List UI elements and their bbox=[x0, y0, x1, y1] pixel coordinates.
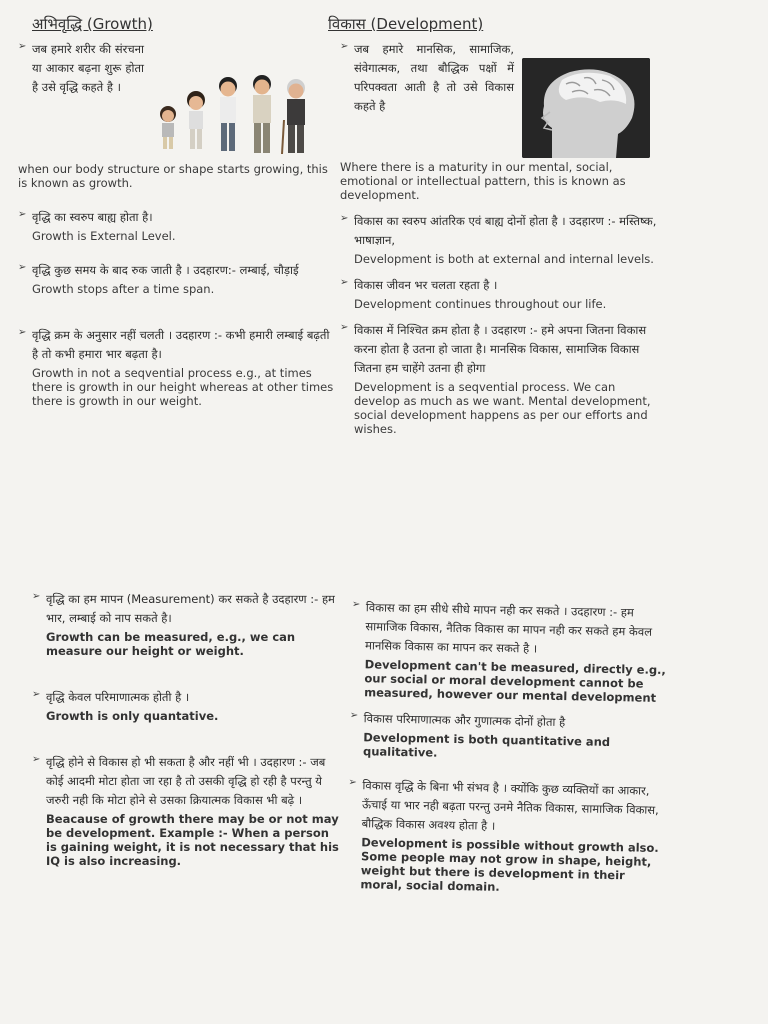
development-point-english: Development is both quantitative and qualitative. bbox=[362, 730, 611, 760]
arrow-bullet-icon: ➢ bbox=[18, 209, 27, 220]
development-point-7 bbox=[346, 776, 664, 897]
development-point-hindi: विकास का हम सीधे सीधे मापन नही कर सकते । उदहारण :- हम सामाजिक विकास, नैतिक विकास का मापन नही कर सकते हम केवल मानसिक विकास का मापन कर सकते है । bbox=[364, 600, 653, 656]
development-point-5 bbox=[350, 598, 668, 705]
arrow-bullet-icon: ➢ bbox=[340, 277, 349, 288]
growth-point-hindi: वृद्धि क्रम के अनुसार नहीं चलती । उदहारण :- कभी हमारी लम्बाई बढ़ती है तो कभी हमारा भार बढ़ता है। bbox=[32, 328, 330, 361]
development-column bbox=[328, 14, 662, 436]
brain-illustration bbox=[522, 58, 650, 158]
arrow-bullet-icon: ➢ bbox=[32, 689, 41, 700]
development-bottom-section bbox=[346, 598, 668, 897]
arrow-bullet-icon: ➢ bbox=[340, 213, 349, 224]
development-point-2 bbox=[340, 212, 662, 266]
development-point-hindi: विकास में निश्चित क्रम होता है । उदहारण :- हमे अपना जितना विकास करना होता है उतना हो जाता है। मानसिक विकास, सामाजिक विकास जितना हम चाहेंगे उतना ही होगा bbox=[354, 323, 647, 375]
growth-column bbox=[18, 14, 336, 408]
growth-point-hindi: जब हमारे शरीर की संरचना या आकार बढ़ना शुरू होता है उसे वृद्धि कहते है । bbox=[32, 42, 144, 94]
growth-point-hindi: वृद्धि का हम मापन (Measurement) कर सकते है उदहारण :- हम भार, लम्बाई को नाप सकते है। bbox=[46, 592, 335, 625]
arrow-bullet-icon: ➢ bbox=[340, 41, 349, 52]
growth-point-english: Growth is only quantative. bbox=[46, 709, 219, 723]
growth-point-3 bbox=[18, 261, 336, 296]
development-point-english: Development is a seqvential process. We can develop as much as we want. Mental development, social development happens as per our efforts and wishes. bbox=[354, 380, 651, 436]
development-point-hindi: विकास वृद्धि के बिना भी संभव है । क्योंकि कुछ व्यक्तियों का आकार, ऊँचाई या भार नही बढ़ता परन्तु उनमे नैतिक विकास, सामाजिक विकास, बौद्धिक विकास अवश्य होता है । bbox=[361, 778, 659, 833]
growth-point-english: Beacause of growth there may be or not may be development. Example :- When a person is gaining weight, it is not necessary that his IQ is also increasing. bbox=[46, 812, 339, 868]
arrow-bullet-icon: ➢ bbox=[18, 262, 27, 273]
arrow-bullet-icon: ➢ bbox=[351, 598, 361, 611]
development-point-6 bbox=[349, 709, 666, 764]
growth-point-2 bbox=[18, 208, 336, 243]
growth-point-english: Growth is External Level. bbox=[32, 229, 176, 243]
growth-point-hindi: वृद्धि केवल परिमाणात्मक होती है । bbox=[46, 690, 190, 704]
growth-point-hindi: वृद्धि होने से विकास हो भी सकता है और नहीं भी । उदहारण :- जब कोई आदमी मोटा होता जा रहा है तो उसकी वृद्धि हो रही है परन्तु ये जरुरी नही कि मोटा होने से उसका क्रियात्मक विकास भी बढ़े । bbox=[46, 755, 326, 807]
growth-point-7 bbox=[32, 753, 342, 868]
arrow-bullet-icon: ➢ bbox=[348, 776, 357, 789]
growth-point-english: Growth in not a seqvential process e.g., at times there is growth in our height whereas at other times there is growth in our weight. bbox=[32, 366, 334, 408]
arrow-bullet-icon: ➢ bbox=[18, 41, 27, 52]
growth-point-hindi: वृद्धि का स्वरुप बाह्य होता है। bbox=[32, 210, 153, 224]
arrow-bullet-icon: ➢ bbox=[32, 591, 41, 602]
growth-stages-illustration bbox=[154, 70, 324, 160]
development-point-hindi: विकास परिमाणात्मक और गुणात्मक दोनों होता है bbox=[363, 711, 566, 730]
development-point-hindi: विकास जीवन भर चलता रहता है । bbox=[354, 278, 498, 292]
development-heading: विकास (Development) bbox=[328, 15, 484, 33]
development-point-english: Development is possible without growth also. Some people may not grow in shape, height, weight but there is development in their moral, social domain. bbox=[360, 835, 659, 894]
arrow-bullet-icon: ➢ bbox=[32, 754, 41, 765]
growth-point-6 bbox=[32, 688, 342, 723]
growth-point-hindi: वृद्धि कुछ समय के बाद रुक जाती है । उदहारण:- लम्बाई, चौड़ाई bbox=[32, 263, 299, 277]
growth-point-english: Growth can be measured, e.g., we can measure our height or weight. bbox=[46, 630, 296, 658]
development-point-english: Development can't be measured, directly e.g., our social or moral development cannot be measured, however our mental development bbox=[364, 657, 667, 705]
growth-point-english: when our body structure or shape starts growing, this is known as growth. bbox=[18, 162, 328, 190]
development-point-4 bbox=[340, 321, 662, 436]
growth-point-4 bbox=[18, 326, 336, 408]
development-point-hindi: विकास का स्वरुप आंतरिक एवं बाह्य दोनों होता है । उदहारण :- मस्तिष्क, भाषाज्ञान, bbox=[354, 214, 657, 247]
growth-heading: अभिवृद्धि (Growth) bbox=[32, 15, 153, 33]
growth-point-english: Growth stops after a time span. bbox=[32, 282, 215, 296]
arrow-bullet-icon: ➢ bbox=[340, 322, 349, 333]
growth-bottom-section bbox=[32, 590, 342, 868]
development-point-1 bbox=[340, 40, 662, 158]
arrow-bullet-icon: ➢ bbox=[349, 709, 359, 722]
development-point-english: Where there is a maturity in our mental, social, emotional or intellectual pattern, this is known as development. bbox=[340, 160, 626, 202]
development-point-english: Development continues throughout our life. bbox=[354, 297, 607, 311]
development-point-3 bbox=[340, 276, 662, 311]
growth-point-1 bbox=[18, 40, 336, 160]
growth-point-5 bbox=[32, 590, 342, 658]
arrow-bullet-icon: ➢ bbox=[18, 327, 27, 338]
development-point-english: Development is both at external and internal levels. bbox=[354, 252, 654, 266]
development-point-hindi: जब हमारे मानसिक, सामाजिक, संवेगात्मक, तथा बौद्धिक पक्षों में परिपक्वता आती है तो उसे विकास कहते है bbox=[354, 42, 514, 113]
